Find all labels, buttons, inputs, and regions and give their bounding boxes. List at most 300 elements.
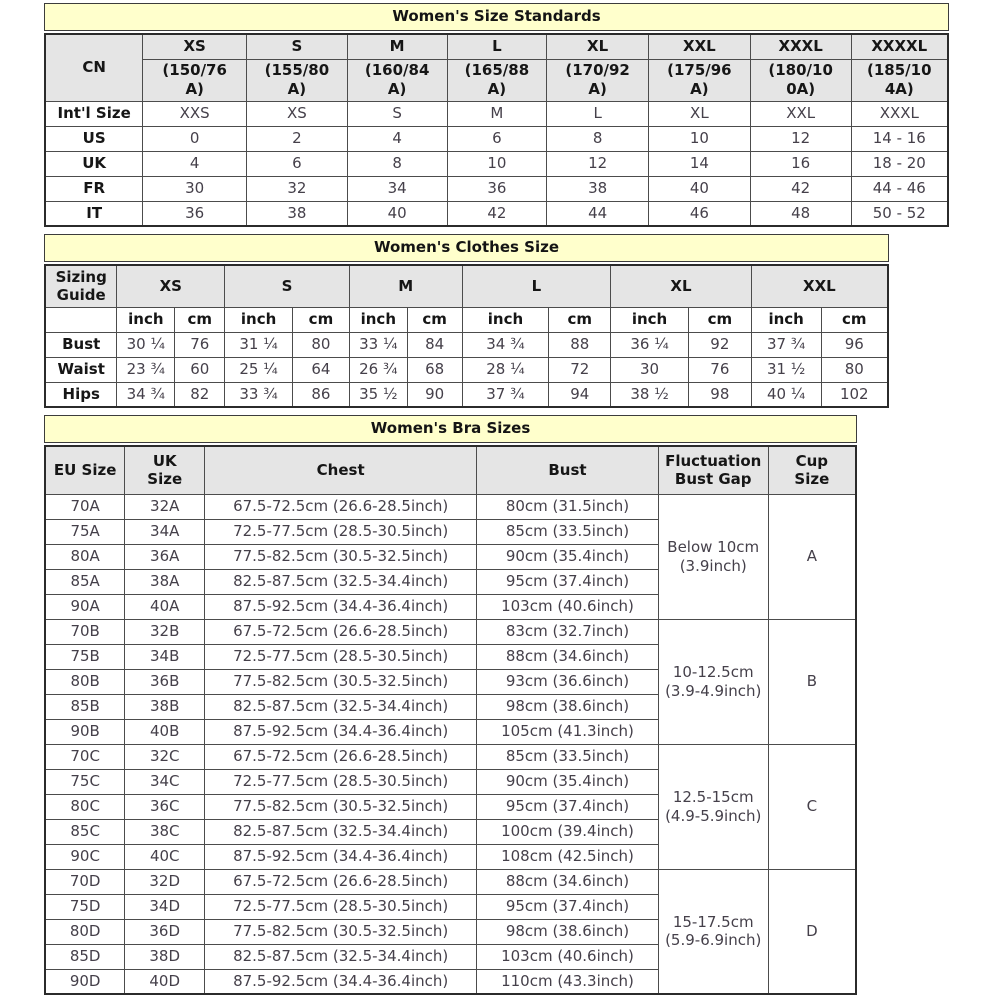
cell-value bbox=[851, 201, 948, 226]
chest-cell-text: 72.5-77.5cm (28.5-30.5inch) bbox=[233, 772, 449, 791]
cell-value bbox=[293, 382, 350, 407]
size-code bbox=[247, 59, 348, 101]
size-code-text: (155/80 A) bbox=[264, 61, 330, 98]
cell-value-text: 38 ½ bbox=[630, 384, 669, 403]
size-header-text: L bbox=[492, 37, 502, 56]
eu-size-cell bbox=[45, 719, 125, 744]
eu-size-cell-text: 80A bbox=[70, 547, 100, 566]
measure-label-text: Waist bbox=[57, 360, 105, 379]
cell-value-text: 12 bbox=[791, 129, 811, 148]
cell-value-text: 25 ¼ bbox=[239, 360, 278, 379]
chest-cell bbox=[205, 544, 477, 569]
chest-cell-text: 67.5-72.5cm (26.6-28.5inch) bbox=[233, 872, 449, 891]
bra-header-text: Chest bbox=[316, 460, 365, 479]
cell-value-text: XXS bbox=[179, 104, 210, 123]
cup-cell-text: C bbox=[806, 797, 818, 816]
uk-size-cell bbox=[125, 544, 205, 569]
cell-value-text: 42 bbox=[791, 179, 811, 198]
uk-size-cell bbox=[125, 644, 205, 669]
cell-value bbox=[547, 126, 649, 151]
eu-size-cell-text: 90D bbox=[69, 971, 101, 990]
cell-value bbox=[851, 101, 948, 126]
cell-value bbox=[247, 101, 348, 126]
cell-value bbox=[851, 151, 948, 176]
fluctuation-cell-text: 10-12.5cm (3.9-4.9inch) bbox=[665, 662, 762, 700]
cell-value-text: 44 - 46 bbox=[872, 179, 926, 198]
uk-size-cell-text: 36B bbox=[150, 672, 180, 691]
chest-cell-text: 77.5-82.5cm (30.5-32.5inch) bbox=[233, 672, 449, 691]
cell-value bbox=[407, 382, 462, 407]
cell-value bbox=[688, 382, 751, 407]
bust-cell-text: 85cm (33.5inch) bbox=[505, 522, 630, 541]
chest-cell bbox=[205, 719, 477, 744]
chest-cell bbox=[205, 969, 477, 994]
size-header-text: M bbox=[389, 37, 405, 56]
cell-value bbox=[143, 201, 247, 226]
unit-header bbox=[293, 307, 350, 332]
bust-cell-text: 100cm (39.4inch) bbox=[501, 822, 634, 841]
size-header-text: XL bbox=[670, 276, 692, 295]
cell-value-text: 36 bbox=[487, 179, 507, 198]
cell-value bbox=[117, 332, 175, 357]
fluctuation-cell bbox=[658, 619, 768, 744]
cell-value-text: 48 bbox=[791, 203, 811, 222]
cell-value bbox=[247, 126, 348, 151]
size-code bbox=[447, 59, 547, 101]
row-label bbox=[45, 151, 143, 176]
uk-size-cell-text: 34B bbox=[150, 647, 180, 666]
cell-value-text: 30 bbox=[640, 360, 660, 379]
unit-header-text: cm bbox=[842, 310, 867, 329]
cell-value-text: 2 bbox=[292, 129, 302, 148]
cell-value bbox=[349, 357, 407, 382]
cell-value bbox=[347, 151, 447, 176]
cell-value bbox=[851, 126, 948, 151]
chest-cell bbox=[205, 869, 477, 894]
cell-value-text: 10 bbox=[689, 129, 709, 148]
bust-cell bbox=[477, 494, 659, 519]
cell-value-text: 72 bbox=[570, 360, 590, 379]
cell-value bbox=[347, 176, 447, 201]
size-header bbox=[611, 265, 752, 307]
cell-value bbox=[648, 151, 750, 176]
cup-cell bbox=[768, 744, 856, 869]
bust-cell-text: 85cm (33.5inch) bbox=[505, 747, 630, 766]
cell-value-text: 38 bbox=[588, 179, 608, 198]
cell-value-text: 60 bbox=[190, 360, 210, 379]
cell-value bbox=[547, 201, 649, 226]
cell-value-text: 44 bbox=[588, 203, 608, 222]
bust-cell bbox=[477, 669, 659, 694]
cell-value-text: 6 bbox=[292, 154, 302, 173]
cell-value bbox=[751, 382, 821, 407]
bust-cell-text: 110cm (43.3inch) bbox=[501, 971, 634, 990]
eu-size-cell-text: 85A bbox=[70, 572, 100, 591]
eu-size-cell bbox=[45, 519, 125, 544]
bra-header bbox=[768, 446, 856, 494]
cell-value bbox=[247, 201, 348, 226]
cn-corner-label-text: CN bbox=[82, 58, 106, 77]
row-label bbox=[45, 201, 143, 226]
size-header-text: XXL bbox=[803, 276, 836, 295]
row-label-text: Int'l Size bbox=[57, 104, 131, 123]
cell-value-text: 31 ¼ bbox=[239, 335, 278, 354]
cell-value bbox=[293, 357, 350, 382]
cell-value bbox=[407, 357, 462, 382]
uk-size-cell bbox=[125, 619, 205, 644]
cell-value bbox=[293, 332, 350, 357]
uk-size-cell bbox=[125, 719, 205, 744]
chest-cell bbox=[205, 919, 477, 944]
eu-size-cell-text: 85B bbox=[70, 697, 100, 716]
cell-value-text: XXL bbox=[786, 104, 816, 123]
unit-header-text: cm bbox=[308, 310, 334, 329]
cell-value bbox=[648, 101, 750, 126]
bra-header-text: Bust bbox=[548, 460, 587, 479]
uk-size-cell bbox=[125, 744, 205, 769]
size-code bbox=[143, 59, 247, 101]
clothes-size-section bbox=[44, 234, 889, 408]
size-header bbox=[347, 34, 447, 59]
bust-cell-text: 95cm (37.4inch) bbox=[505, 572, 630, 591]
cell-value-text: 6 bbox=[492, 129, 502, 148]
cell-value bbox=[349, 332, 407, 357]
eu-size-cell bbox=[45, 844, 125, 869]
uk-size-cell-text: 32C bbox=[149, 747, 180, 766]
chest-cell-text: 87.5-92.5cm (34.4-36.4inch) bbox=[233, 971, 449, 990]
size-header-text: XS bbox=[159, 276, 182, 295]
uk-size-cell bbox=[125, 694, 205, 719]
size-header-text: XXXXL bbox=[871, 37, 928, 56]
bust-cell bbox=[477, 694, 659, 719]
unit-header bbox=[462, 307, 549, 332]
eu-size-cell bbox=[45, 919, 125, 944]
cell-value-text: 32 bbox=[287, 179, 307, 198]
size-header bbox=[547, 34, 649, 59]
size-header bbox=[851, 34, 948, 59]
bra-header-text: Cup Size bbox=[794, 451, 830, 489]
bust-cell-text: 88cm (34.6inch) bbox=[505, 872, 630, 891]
bust-cell-text: 103cm (40.6inch) bbox=[501, 947, 634, 966]
measure-label bbox=[45, 382, 117, 407]
cell-value-text: 8 bbox=[392, 154, 402, 173]
cell-value bbox=[547, 176, 649, 201]
uk-size-cell-text: 40A bbox=[150, 597, 180, 616]
cell-value bbox=[821, 332, 888, 357]
chest-cell-text: 82.5-87.5cm (32.5-34.4inch) bbox=[233, 822, 449, 841]
uk-size-cell bbox=[125, 844, 205, 869]
cell-value bbox=[175, 357, 225, 382]
chest-cell-text: 72.5-77.5cm (28.5-30.5inch) bbox=[233, 522, 449, 541]
bust-cell-text: 95cm (37.4inch) bbox=[505, 797, 630, 816]
row-label-text: UK bbox=[82, 154, 107, 173]
cell-value bbox=[247, 151, 348, 176]
eu-size-cell-text: 75D bbox=[69, 897, 101, 916]
cell-value bbox=[349, 382, 407, 407]
size-header bbox=[462, 265, 611, 307]
eu-size-cell-text: 85D bbox=[69, 947, 101, 966]
chest-cell bbox=[205, 794, 477, 819]
bra-header bbox=[205, 446, 477, 494]
bust-cell bbox=[477, 519, 659, 544]
cell-value bbox=[447, 151, 547, 176]
eu-size-cell bbox=[45, 744, 125, 769]
bust-cell bbox=[477, 769, 659, 794]
chest-cell-text: 82.5-87.5cm (32.5-34.4inch) bbox=[233, 947, 449, 966]
cell-value-text: 37 ¾ bbox=[486, 384, 525, 403]
uk-size-cell bbox=[125, 569, 205, 594]
chest-cell-text: 77.5-82.5cm (30.5-32.5inch) bbox=[233, 922, 449, 941]
eu-size-cell-text: 80D bbox=[69, 922, 101, 941]
sizing-guide-label bbox=[45, 265, 117, 307]
cell-value bbox=[447, 126, 547, 151]
chest-cell bbox=[205, 944, 477, 969]
size-header bbox=[751, 265, 888, 307]
bra-sizes-title: Women's Bra Sizes bbox=[44, 415, 857, 443]
cell-value bbox=[117, 357, 175, 382]
cell-value bbox=[447, 101, 547, 126]
eu-size-cell-text: 75A bbox=[70, 522, 100, 541]
size-header bbox=[117, 265, 225, 307]
bust-cell-text: 90cm (35.4inch) bbox=[505, 772, 630, 791]
blank-cell bbox=[45, 307, 117, 332]
cell-value-text: XXXL bbox=[879, 104, 919, 123]
cell-value bbox=[225, 382, 293, 407]
cell-value bbox=[143, 101, 247, 126]
cell-value-text: 34 bbox=[387, 179, 407, 198]
uk-size-cell-text: 40B bbox=[150, 722, 180, 741]
size-code bbox=[547, 59, 649, 101]
cell-value bbox=[447, 176, 547, 201]
chest-cell-text: 67.5-72.5cm (26.6-28.5inch) bbox=[233, 747, 449, 766]
cell-value-text: 40 ¼ bbox=[766, 384, 806, 403]
cell-value-text: 90 bbox=[425, 384, 445, 403]
unit-header-text: inch bbox=[631, 310, 668, 329]
cell-value-text: L bbox=[593, 104, 602, 123]
cell-value bbox=[688, 357, 751, 382]
size-header bbox=[750, 34, 851, 59]
uk-size-cell-text: 38C bbox=[149, 822, 180, 841]
chest-cell bbox=[205, 569, 477, 594]
unit-header-text: inch bbox=[128, 310, 164, 329]
bust-cell-text: 108cm (42.5inch) bbox=[501, 847, 634, 866]
cell-value-text: 92 bbox=[710, 335, 730, 354]
eu-size-cell-text: 70B bbox=[70, 622, 100, 641]
eu-size-cell bbox=[45, 819, 125, 844]
unit-header-text: inch bbox=[360, 310, 396, 329]
cell-value-text: 40 bbox=[689, 179, 709, 198]
size-code-text: (185/104A) bbox=[867, 61, 932, 98]
bust-cell bbox=[477, 819, 659, 844]
bra-header-text: EU Size bbox=[53, 460, 117, 479]
cell-value bbox=[143, 126, 247, 151]
unit-header-text: inch bbox=[487, 310, 524, 329]
cell-value-text: 38 bbox=[287, 203, 307, 222]
unit-header bbox=[751, 307, 821, 332]
bust-cell bbox=[477, 569, 659, 594]
eu-size-cell bbox=[45, 494, 125, 519]
cell-value bbox=[117, 382, 175, 407]
size-code-text: (180/100A) bbox=[768, 61, 833, 98]
cell-value bbox=[143, 176, 247, 201]
cell-value-text: 88 bbox=[570, 335, 590, 354]
cell-value-text: 12 bbox=[588, 154, 608, 173]
bra-header-text: Fluctuation Bust Gap bbox=[665, 451, 762, 489]
size-code-text: (170/92 A) bbox=[565, 61, 630, 98]
cn-corner-label bbox=[45, 34, 143, 101]
cell-value-text: 30 bbox=[185, 179, 205, 198]
cell-value bbox=[462, 332, 549, 357]
cell-value bbox=[225, 332, 293, 357]
cell-value-text: 86 bbox=[311, 384, 331, 403]
cell-value bbox=[750, 151, 851, 176]
chest-cell-text: 72.5-77.5cm (28.5-30.5inch) bbox=[233, 897, 449, 916]
fluctuation-cell bbox=[658, 869, 768, 994]
cell-value-text: 82 bbox=[190, 384, 210, 403]
eu-size-cell bbox=[45, 869, 125, 894]
cell-value-text: 76 bbox=[190, 335, 210, 354]
uk-size-cell bbox=[125, 919, 205, 944]
uk-size-cell bbox=[125, 819, 205, 844]
bust-cell bbox=[477, 869, 659, 894]
fluctuation-cell-text: 15-17.5cm (5.9-6.9inch) bbox=[665, 912, 762, 950]
size-header-text: S bbox=[281, 276, 293, 295]
cell-value bbox=[547, 151, 649, 176]
cell-value-text: 23 ¾ bbox=[126, 360, 166, 379]
uk-size-cell bbox=[125, 894, 205, 919]
chest-cell bbox=[205, 594, 477, 619]
eu-size-cell bbox=[45, 969, 125, 994]
bust-cell bbox=[477, 719, 659, 744]
eu-size-cell-text: 70C bbox=[70, 747, 100, 766]
size-code bbox=[750, 59, 851, 101]
uk-size-cell-text: 36D bbox=[149, 922, 181, 941]
cell-value-text: 33 ¼ bbox=[359, 335, 398, 354]
fluctuation-cell bbox=[658, 744, 768, 869]
chest-cell-text: 87.5-92.5cm (34.4-36.4inch) bbox=[233, 597, 449, 616]
uk-size-cell-text: 40D bbox=[149, 971, 181, 990]
cell-value-text: 36 ¼ bbox=[630, 335, 669, 354]
fluctuation-cell-text: 12.5-15cm (4.9-5.9inch) bbox=[665, 787, 762, 825]
bust-cell-text: 98cm (38.6inch) bbox=[505, 922, 630, 941]
cell-value bbox=[547, 101, 649, 126]
cell-value bbox=[225, 357, 293, 382]
cell-value-text: 34 ¾ bbox=[486, 335, 525, 354]
cell-value bbox=[549, 382, 611, 407]
size-header-text: XXXL bbox=[778, 37, 823, 56]
cell-value bbox=[175, 332, 225, 357]
uk-size-cell bbox=[125, 494, 205, 519]
cell-value bbox=[851, 176, 948, 201]
size-header-text: S bbox=[291, 37, 303, 56]
chest-cell-text: 77.5-82.5cm (30.5-32.5inch) bbox=[233, 547, 449, 566]
cell-value-text: 98 bbox=[710, 384, 730, 403]
cell-value bbox=[407, 332, 462, 357]
cell-value bbox=[751, 357, 821, 382]
bust-cell-text: 103cm (40.6inch) bbox=[501, 597, 634, 616]
bust-cell bbox=[477, 944, 659, 969]
cell-value-text: 46 bbox=[689, 203, 709, 222]
eu-size-cell-text: 80B bbox=[70, 672, 100, 691]
bust-cell bbox=[477, 969, 659, 994]
cell-value bbox=[549, 332, 611, 357]
cell-value-text: 84 bbox=[425, 335, 445, 354]
cell-value bbox=[821, 382, 888, 407]
cell-value-text: 18 - 20 bbox=[872, 154, 926, 173]
chest-cell-text: 87.5-92.5cm (34.4-36.4inch) bbox=[233, 722, 449, 741]
cell-value-text: 37 ¾ bbox=[766, 335, 806, 354]
unit-header bbox=[117, 307, 175, 332]
unit-header-text: inch bbox=[240, 310, 277, 329]
cell-value bbox=[247, 176, 348, 201]
clothes-size-title: Women's Clothes Size bbox=[44, 234, 889, 262]
chest-cell-text: 67.5-72.5cm (26.6-28.5inch) bbox=[233, 497, 449, 516]
uk-size-cell-text: 38A bbox=[150, 572, 180, 591]
bust-cell bbox=[477, 844, 659, 869]
eu-size-cell-text: 80C bbox=[70, 797, 100, 816]
row-label-text: IT bbox=[86, 203, 103, 222]
unit-header bbox=[821, 307, 888, 332]
uk-size-cell-text: 34C bbox=[149, 772, 180, 791]
size-code bbox=[347, 59, 447, 101]
cell-value bbox=[648, 126, 750, 151]
size-header bbox=[247, 34, 348, 59]
bra-header bbox=[45, 446, 125, 494]
chest-cell-text: 82.5-87.5cm (32.5-34.4inch) bbox=[233, 697, 449, 716]
size-header bbox=[447, 34, 547, 59]
cell-value-text: XL bbox=[690, 104, 709, 123]
bust-cell bbox=[477, 594, 659, 619]
eu-size-cell bbox=[45, 619, 125, 644]
eu-size-cell-text: 90C bbox=[70, 847, 100, 866]
uk-size-cell bbox=[125, 969, 205, 994]
bust-cell-text: 98cm (38.6inch) bbox=[505, 697, 630, 716]
unit-header bbox=[611, 307, 689, 332]
uk-size-cell-text: 32B bbox=[150, 622, 180, 641]
cell-value bbox=[175, 382, 225, 407]
cell-value-text: 102 bbox=[839, 384, 869, 403]
cell-value bbox=[750, 126, 851, 151]
cell-value-text: 30 ¼ bbox=[126, 335, 166, 354]
eu-size-cell bbox=[45, 769, 125, 794]
chest-cell-text: 87.5-92.5cm (34.4-36.4inch) bbox=[233, 847, 449, 866]
cell-value-text: 33 ¾ bbox=[239, 384, 278, 403]
cup-cell bbox=[768, 494, 856, 619]
eu-size-cell bbox=[45, 694, 125, 719]
bust-cell-text: 88cm (34.6inch) bbox=[505, 647, 630, 666]
uk-size-cell-text: 38B bbox=[150, 697, 180, 716]
bra-header bbox=[477, 446, 659, 494]
size-code bbox=[851, 59, 948, 101]
uk-size-cell-text: 32D bbox=[149, 872, 181, 891]
cell-value-text: 14 bbox=[689, 154, 709, 173]
cell-value bbox=[751, 332, 821, 357]
size-code bbox=[648, 59, 750, 101]
uk-size-cell-text: 34A bbox=[150, 522, 180, 541]
unit-header-text: cm bbox=[422, 310, 447, 329]
row-label-text: US bbox=[82, 129, 106, 148]
uk-size-cell-text: 36C bbox=[149, 797, 180, 816]
size-header-text: M bbox=[398, 276, 414, 295]
bust-cell bbox=[477, 794, 659, 819]
uk-size-cell bbox=[125, 769, 205, 794]
row-label bbox=[45, 176, 143, 201]
sizing-guide-label-text: Sizing Guide bbox=[55, 267, 107, 305]
cell-value-text: 80 bbox=[844, 360, 864, 379]
bra-header-text: UK Size bbox=[147, 451, 183, 489]
size-header-text: L bbox=[531, 276, 542, 295]
unit-header-text: inch bbox=[768, 310, 804, 329]
